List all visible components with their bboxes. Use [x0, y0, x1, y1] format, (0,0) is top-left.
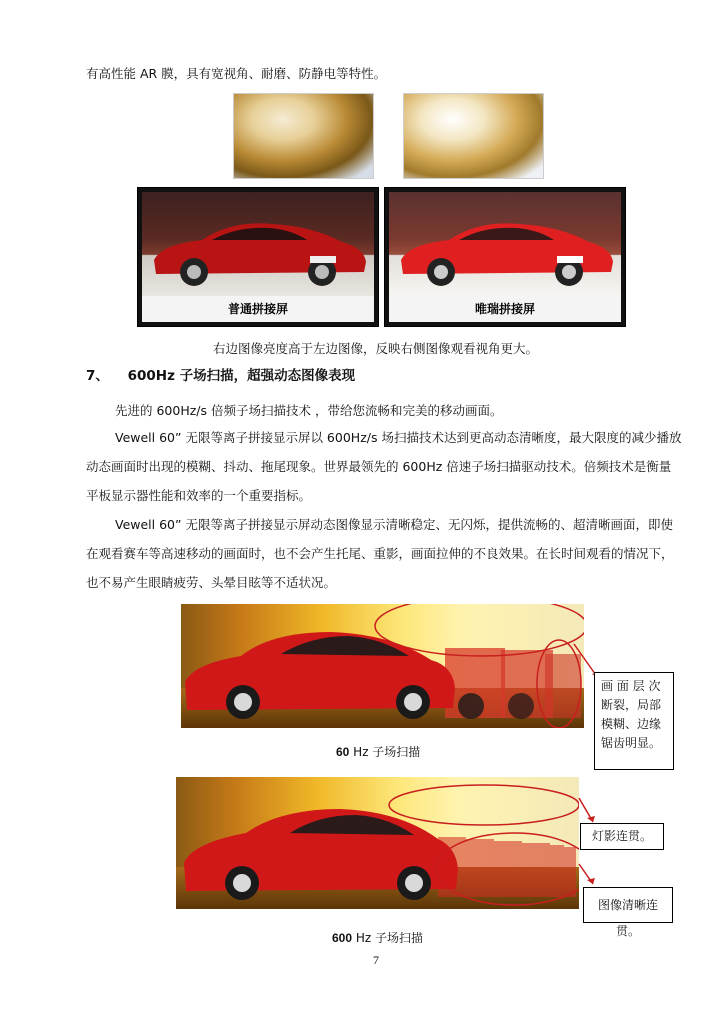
food-photo-right	[403, 93, 544, 179]
section-heading	[86, 368, 355, 384]
paragraph-3-line-1: Vewell 60” 无限等离子拼接显示屏动态图像显示清晰稳定、无闪烁，提供流畅的、超清晰画面，即使	[115, 517, 673, 532]
callout-60hz-line-1: 画 面 层 次	[601, 679, 661, 693]
caption-600hz	[332, 929, 423, 946]
scan-image-60hz	[181, 604, 584, 728]
food-photo-left	[233, 93, 374, 179]
paragraph-3-line-2: 在观看赛车等高速移动的画面时，也不会产生托尾、重影，画面拉伸的不良效果。在长时间观看的情况下，	[86, 546, 674, 561]
normal-screen-label: 普通拼接屏	[142, 296, 374, 322]
red-sports-car-image	[389, 192, 621, 296]
section-number: 7、	[86, 368, 109, 384]
paragraph-1-line-1: 先进的 600Hz/s 倍频子场扫描技术 ，带给您流畅和完美的移动画面。	[115, 403, 503, 418]
caption-60hz-text: Hz 子场扫描	[349, 745, 421, 759]
car-motion-60hz	[181, 604, 584, 728]
callout-60hz-line-4: 锯齿明显。	[601, 736, 662, 750]
highlight-ellipse-top	[389, 785, 579, 825]
vewell-screen-label: 唯瑞拼接屏	[389, 296, 621, 322]
page-number: 7	[373, 953, 379, 967]
callout-60hz	[594, 672, 674, 770]
callout-60hz-line-2: 断裂，局部	[601, 698, 662, 712]
car-motion-600hz	[176, 777, 579, 909]
comparison-caption: 右边图像亮度高于左边图像，反映右侧图像观看视角更大。	[213, 341, 539, 356]
paragraph-3-line-3: 也不易产生眼睛疲劳、头晕目眩等不适状况。	[86, 575, 337, 590]
caption-600hz-text: Hz 子场扫描	[352, 931, 423, 945]
scan-image-600hz	[176, 777, 579, 909]
callout-60hz-line-3: 模糊、边缘	[601, 717, 662, 731]
callout-600hz-bottom: 图像清晰连贯。	[583, 887, 673, 923]
red-sports-car-image	[142, 192, 374, 296]
paragraph-2-line-3: 平板显示器性能和效率的一个重要指标。	[86, 488, 312, 503]
section-title: 600Hz 子场扫描，超强动态图像表现	[127, 368, 356, 384]
intro-line: 有高性能 AR 膜，具有宽视角、耐磨、防静电等特性。	[86, 66, 387, 81]
callout-600hz-top: 灯影连贯。	[580, 823, 664, 850]
car-photo-normal-screen	[137, 187, 379, 327]
paragraph-2-line-1: Vewell 60” 无限等离子拼接显示屏以 600Hz/s 场扫描技术达到更高动态清晰度，最大限度的减少播放	[115, 430, 682, 445]
caption-60hz-number: 60	[336, 745, 350, 759]
caption-60hz	[336, 743, 420, 760]
paragraph-2-line-2: 动态画面时出现的模糊、抖动、拖尾现象。世界最领先的 600Hz 倍速子场扫描驱动技术。倍频技术是衡量	[86, 459, 672, 474]
caption-600hz-number: 600	[332, 931, 353, 945]
car-photo-vewell-screen	[384, 187, 626, 327]
